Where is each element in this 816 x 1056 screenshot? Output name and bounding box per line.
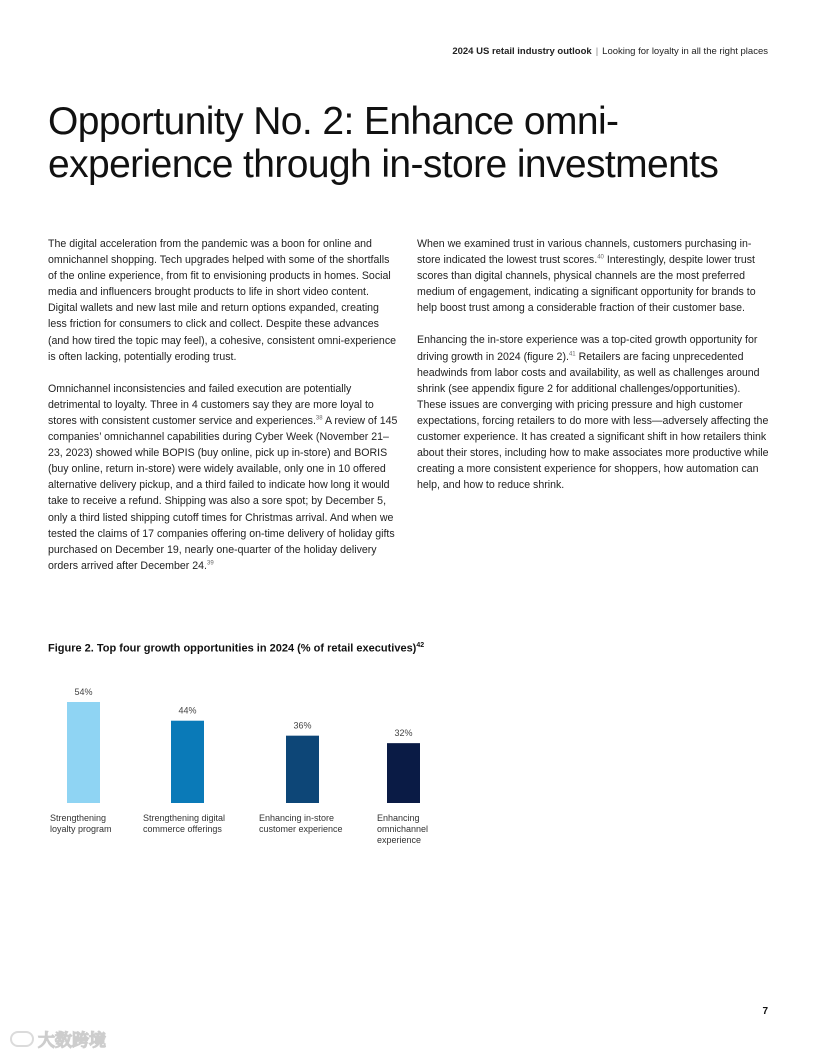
category-label-line: commerce offerings bbox=[143, 824, 222, 834]
report-title: 2024 US retail industry outlook bbox=[452, 46, 592, 57]
category-label-line: loyalty program bbox=[50, 824, 112, 834]
header-separator: | bbox=[595, 46, 599, 57]
category-label-line: Strengthening bbox=[50, 813, 107, 823]
left-paragraph-2-part-b: A review of 145 companies’ omnichannel capabilities during Cyber Week (November 21–23, 2023) showed while BOPIS (buy online, pick up in-store) and BORIS (buy online, return in-store) were widely available, only one in 10 offered alternative delivery pickup, and a third failed to indicate how long it would take to receive a refund. Shipping was also a sore spot; by December 5, only a third listed shipping cutoff times for Christmas arrival. And when we tested the claims of 17 companies offering on-time delivery of holiday gifts purchased on December 19, nearly one-quarter of the holiday delivery orders arrived after December 24. bbox=[48, 414, 398, 572]
category-label-line: Strengthening digital bbox=[143, 813, 226, 823]
figure-title-text: Figure 2. Top four growth opportunities in 2024 (% of retail executives) bbox=[48, 642, 417, 655]
right-paragraph-1-part-a: When we examined trust in various channels, customers purchasing in-store indicated the lowest trust scores. bbox=[417, 238, 752, 267]
watermark bbox=[10, 1026, 106, 1051]
left-paragraph-2-part-a: Omnichannel inconsistencies and failed execution are potentially detrimental to loyalty. Three in 4 customers say they are more loyal to stores with consistent customer service and experiences. bbox=[48, 382, 374, 427]
right-paragraph-2-part-a: Enhancing the in-store experience was a top-cited growth opportunity for driving growth in 2024 (figure 2). bbox=[417, 334, 758, 363]
bar-value-label-2: 44% bbox=[178, 705, 197, 716]
category-label-line: experience bbox=[377, 835, 422, 845]
category-label-line: customer experience bbox=[259, 824, 343, 834]
footnote-ref-42: 42 bbox=[416, 642, 425, 649]
category-label-4 bbox=[377, 813, 428, 846]
category-label-1 bbox=[50, 813, 112, 835]
category-label-line: Enhancing in-store bbox=[259, 813, 335, 823]
footnote-ref-40: 40 bbox=[597, 254, 604, 261]
bar-value-label-1: 54% bbox=[74, 687, 93, 697]
footnote-ref-39: 39 bbox=[206, 560, 214, 567]
bar-4 bbox=[387, 743, 420, 803]
section-title: Looking for loyalty in all the right places bbox=[602, 46, 768, 57]
bar-3 bbox=[286, 736, 319, 803]
bar-value-label-4: 32% bbox=[394, 728, 413, 739]
category-label-line: omnichannel bbox=[377, 824, 429, 834]
bar-2 bbox=[171, 721, 204, 803]
page-number: 7 bbox=[762, 1006, 768, 1017]
category-label-2 bbox=[143, 813, 225, 835]
page-title: Opportunity No. 2: Enhance omni-experience through in-store investments bbox=[48, 100, 719, 186]
category-label-3 bbox=[259, 813, 343, 835]
watermark-text: 大数跨境 bbox=[38, 1031, 106, 1051]
bar-1 bbox=[67, 702, 100, 803]
right-paragraph-1-part-b: Interestingly, despite lower trust scores than digital channels, physical channels are the most preferred medium of engagement, indicating a significant opportunity for brands to help boost trust among a considerable fraction of their customer base. bbox=[417, 254, 756, 315]
left-paragraph-1: The digital acceleration from the pandemic was a boon for online and omnichannel shopping. Tech upgrades helped with some of the shortfalls of the online experience, from fit to envisioning products in homes. Social media and influencers brought products to life in short video content. Digital wallets and new last mile and return options expanded, creating less friction for consumers to click and collect. Despite these advances (and how tired the topic may feel), a cohesive, consistent omni-experience is often lacking, potentially eroding trust. bbox=[48, 238, 397, 363]
footnote-ref-41: 41 bbox=[568, 351, 576, 358]
bar-value-label-3: 36% bbox=[293, 720, 312, 731]
watermark-logo-icon bbox=[10, 1031, 34, 1047]
right-paragraph-2-part-b: Retailers are facing unprecedented headwinds from labor costs and availability, as well as challenges around shrink (see appendix figure 2 for additional challenges/opportunities). These issues are converging with pricing pressure and high customer expectations, forcing retailers to do more with less—adversely affecting the customer experience. It has created a significant shift in how retailers think about their stores, including how to make associates more productive while creating a more consistent experience for shoppers, how automation can help, and how to reduce shrink. bbox=[417, 350, 769, 492]
footnote-ref-38: 38 bbox=[315, 415, 323, 422]
category-label-line: Enhancing bbox=[377, 813, 420, 823]
